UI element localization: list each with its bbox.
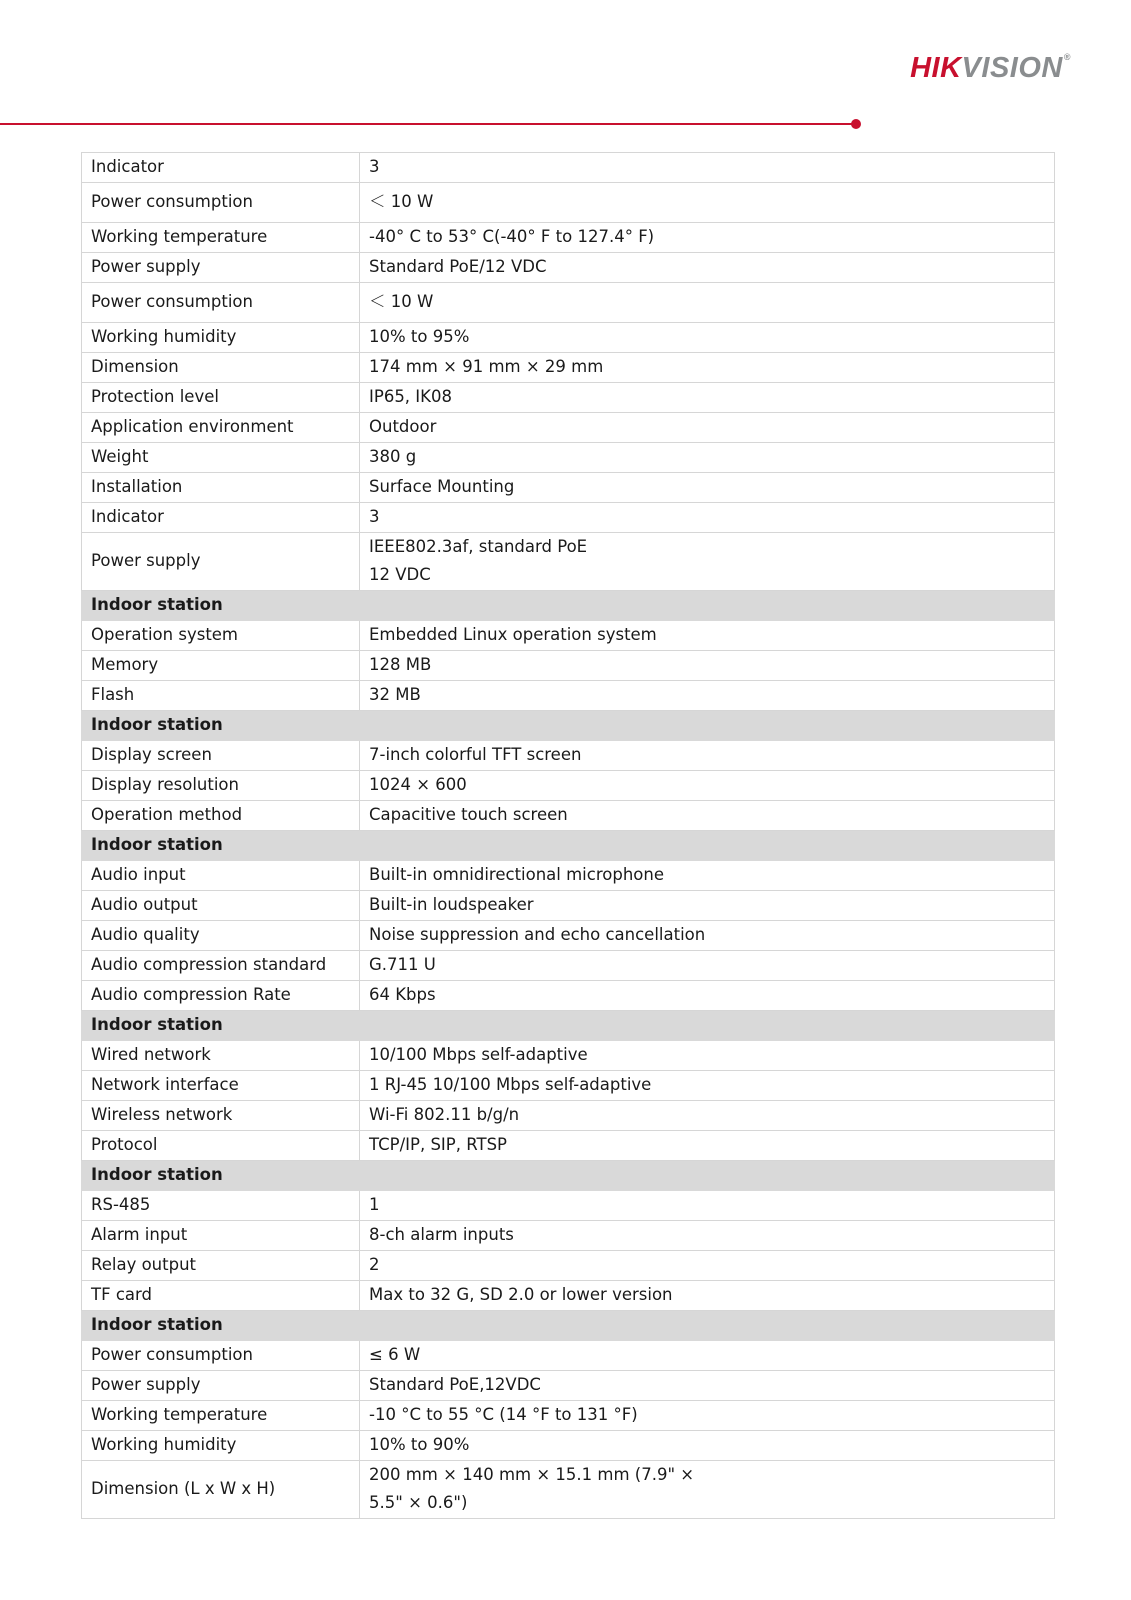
spec-row bbox=[82, 651, 1055, 681]
spec-row bbox=[82, 353, 1055, 383]
spec-label: TF card bbox=[82, 1281, 360, 1311]
spec-value: 3 bbox=[360, 153, 1055, 183]
section-header-row bbox=[82, 1161, 1055, 1191]
spec-row bbox=[82, 1281, 1055, 1311]
spec-value: IP65, IK08 bbox=[360, 383, 1055, 413]
spec-row bbox=[82, 1071, 1055, 1101]
spec-value: Outdoor bbox=[360, 413, 1055, 443]
spec-row bbox=[82, 1461, 1055, 1519]
spec-row bbox=[82, 951, 1055, 981]
spec-value: Capacitive touch screen bbox=[360, 801, 1055, 831]
spec-label: Power consumption bbox=[82, 1341, 360, 1371]
spec-label: Flash bbox=[82, 681, 360, 711]
spec-row bbox=[82, 183, 1055, 223]
spec-label: Display resolution bbox=[82, 771, 360, 801]
section-title: Indoor station bbox=[82, 711, 1055, 741]
spec-label: Power consumption bbox=[82, 283, 360, 323]
spec-value: -10 °C to 55 °C (14 °F to 131 °F) bbox=[360, 1401, 1055, 1431]
spec-value: 10% to 90% bbox=[360, 1431, 1055, 1461]
spec-row bbox=[82, 223, 1055, 253]
section-title: Indoor station bbox=[82, 831, 1055, 861]
spec-value: 10% to 95% bbox=[360, 323, 1055, 353]
spec-value: 1 RJ-45 10/100 Mbps self-adaptive bbox=[360, 1071, 1055, 1101]
spec-row bbox=[82, 1041, 1055, 1071]
spec-row bbox=[82, 1401, 1055, 1431]
spec-label: Working humidity bbox=[82, 1431, 360, 1461]
spec-row bbox=[82, 383, 1055, 413]
logo-red-text: HIK bbox=[910, 52, 962, 84]
spec-label: Weight bbox=[82, 443, 360, 473]
spec-row bbox=[82, 253, 1055, 283]
spec-row bbox=[82, 1191, 1055, 1221]
spec-label: Application environment bbox=[82, 413, 360, 443]
specification-table bbox=[81, 152, 1055, 1519]
section-header-row bbox=[82, 711, 1055, 741]
spec-label: RS-485 bbox=[82, 1191, 360, 1221]
spec-label: Working humidity bbox=[82, 323, 360, 353]
spec-value: 3 bbox=[360, 503, 1055, 533]
spec-value: 1024 × 600 bbox=[360, 771, 1055, 801]
spec-value: ＜ 10 W bbox=[360, 283, 1055, 323]
hikvision-logo bbox=[910, 52, 1071, 85]
spec-label: Audio compression Rate bbox=[82, 981, 360, 1011]
spec-label: Indicator bbox=[82, 153, 360, 183]
spec-row bbox=[82, 621, 1055, 651]
spec-label: Wireless network bbox=[82, 1101, 360, 1131]
spec-value: Built-in omnidirectional microphone bbox=[360, 861, 1055, 891]
spec-value-line: 5.5" × 0.6") bbox=[369, 1493, 468, 1512]
spec-value: G.711 U bbox=[360, 951, 1055, 981]
spec-value: Noise suppression and echo cancellation bbox=[360, 921, 1055, 951]
spec-row bbox=[82, 413, 1055, 443]
spec-label: Relay output bbox=[82, 1251, 360, 1281]
spec-value: 32 MB bbox=[360, 681, 1055, 711]
spec-row bbox=[82, 1101, 1055, 1131]
spec-row bbox=[82, 1131, 1055, 1161]
spec-label: Power supply bbox=[82, 1371, 360, 1401]
registered-mark: ® bbox=[1063, 52, 1071, 62]
spec-value: 10/100 Mbps self-adaptive bbox=[360, 1041, 1055, 1071]
spec-value: Wi-Fi 802.11 b/g/n bbox=[360, 1101, 1055, 1131]
spec-value: ＜ 10 W bbox=[360, 183, 1055, 223]
spec-row bbox=[82, 1251, 1055, 1281]
spec-value: Built-in loudspeaker bbox=[360, 891, 1055, 921]
section-title: Indoor station bbox=[82, 1161, 1055, 1191]
spec-row bbox=[82, 503, 1055, 533]
spec-label: Working temperature bbox=[82, 223, 360, 253]
spec-label: Operation system bbox=[82, 621, 360, 651]
spec-label: Power supply bbox=[82, 253, 360, 283]
specification-table-body bbox=[82, 153, 1055, 1519]
spec-value: 7-inch colorful TFT screen bbox=[360, 741, 1055, 771]
spec-value: Standard PoE,12VDC bbox=[360, 1371, 1055, 1401]
spec-label: Display screen bbox=[82, 741, 360, 771]
spec-label: Audio compression standard bbox=[82, 951, 360, 981]
spec-label: Power supply bbox=[82, 533, 360, 591]
spec-label: Alarm input bbox=[82, 1221, 360, 1251]
spec-label: Audio output bbox=[82, 891, 360, 921]
spec-label: Working temperature bbox=[82, 1401, 360, 1431]
spec-row bbox=[82, 1341, 1055, 1371]
header-divider-dot bbox=[851, 119, 861, 129]
spec-row bbox=[82, 1431, 1055, 1461]
spec-value: 64 Kbps bbox=[360, 981, 1055, 1011]
spec-label: Network interface bbox=[82, 1071, 360, 1101]
spec-label: Audio input bbox=[82, 861, 360, 891]
spec-label: Audio quality bbox=[82, 921, 360, 951]
spec-value: 2 bbox=[360, 1251, 1055, 1281]
spec-value: ≤ 6 W bbox=[360, 1341, 1055, 1371]
section-header-row bbox=[82, 831, 1055, 861]
spec-value: 8-ch alarm inputs bbox=[360, 1221, 1055, 1251]
spec-value-line: 12 VDC bbox=[369, 565, 431, 584]
spec-value: TCP/IP, SIP, RTSP bbox=[360, 1131, 1055, 1161]
spec-row bbox=[82, 861, 1055, 891]
spec-label: Memory bbox=[82, 651, 360, 681]
spec-value: Standard PoE/12 VDC bbox=[360, 253, 1055, 283]
spec-row bbox=[82, 981, 1055, 1011]
spec-row bbox=[82, 153, 1055, 183]
spec-value: 174 mm × 91 mm × 29 mm bbox=[360, 353, 1055, 383]
spec-value-line: 200 mm × 140 mm × 15.1 mm (7.9" × bbox=[369, 1465, 695, 1484]
spec-label: Installation bbox=[82, 473, 360, 503]
spec-label: Dimension (L x W x H) bbox=[82, 1461, 360, 1519]
spec-row bbox=[82, 801, 1055, 831]
spec-label: Wired network bbox=[82, 1041, 360, 1071]
spec-value: -40° C to 53° C(-40° F to 127.4° F) bbox=[360, 223, 1055, 253]
spec-row bbox=[82, 741, 1055, 771]
spec-row bbox=[82, 921, 1055, 951]
section-title: Indoor station bbox=[82, 1311, 1055, 1341]
spec-value: Max to 32 G, SD 2.0 or lower version bbox=[360, 1281, 1055, 1311]
spec-value bbox=[360, 1461, 1055, 1519]
spec-row bbox=[82, 323, 1055, 353]
spec-row bbox=[82, 681, 1055, 711]
spec-value: Embedded Linux operation system bbox=[360, 621, 1055, 651]
header-divider-line bbox=[0, 123, 852, 125]
spec-row bbox=[82, 771, 1055, 801]
spec-row bbox=[82, 283, 1055, 323]
section-title: Indoor station bbox=[82, 591, 1055, 621]
spec-row bbox=[82, 1371, 1055, 1401]
spec-row bbox=[82, 891, 1055, 921]
section-header-row bbox=[82, 1311, 1055, 1341]
spec-value: 1 bbox=[360, 1191, 1055, 1221]
spec-label: Protocol bbox=[82, 1131, 360, 1161]
logo-grey-text: VISION bbox=[961, 52, 1063, 84]
spec-row bbox=[82, 533, 1055, 591]
spec-value: 128 MB bbox=[360, 651, 1055, 681]
spec-label: Indicator bbox=[82, 503, 360, 533]
spec-value: Surface Mounting bbox=[360, 473, 1055, 503]
spec-label: Power consumption bbox=[82, 183, 360, 223]
spec-value-line: IEEE802.3af, standard PoE bbox=[369, 537, 588, 556]
section-header-row bbox=[82, 1011, 1055, 1041]
spec-value bbox=[360, 533, 1055, 591]
section-title: Indoor station bbox=[82, 1011, 1055, 1041]
section-header-row bbox=[82, 591, 1055, 621]
spec-label: Operation method bbox=[82, 801, 360, 831]
spec-row bbox=[82, 473, 1055, 503]
spec-label: Protection level bbox=[82, 383, 360, 413]
spec-row bbox=[82, 1221, 1055, 1251]
spec-label: Dimension bbox=[82, 353, 360, 383]
spec-value: 380 g bbox=[360, 443, 1055, 473]
spec-row bbox=[82, 443, 1055, 473]
